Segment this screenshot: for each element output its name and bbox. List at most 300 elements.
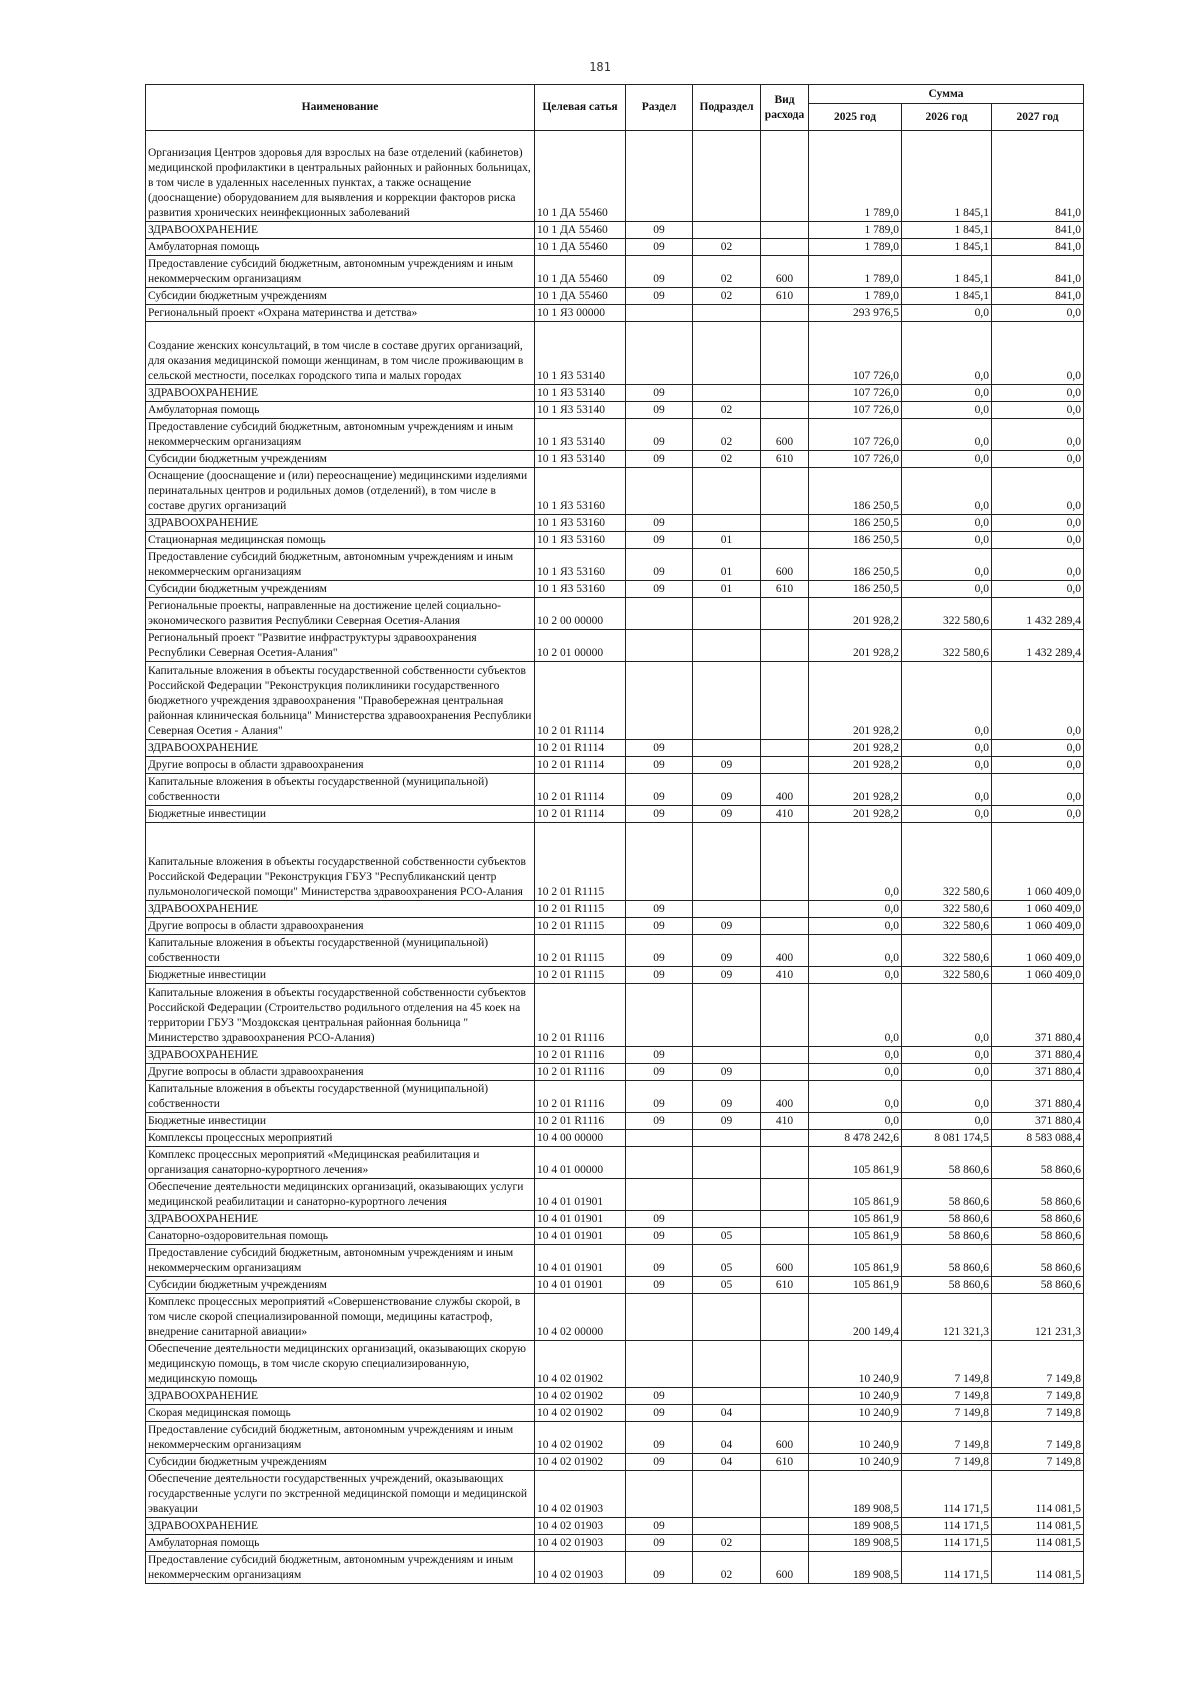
cell-section: 09 — [626, 967, 693, 984]
cell-amount-2026: 1 845,1 — [902, 131, 992, 222]
cell-target-article: 10 1 Я3 53160 — [535, 515, 626, 532]
cell-section — [626, 1179, 693, 1211]
cell-amount-2027: 0,0 — [992, 757, 1084, 774]
cell-amount-2025: 10 240,9 — [809, 1388, 902, 1405]
cell-expense-type: 600 — [761, 1422, 809, 1454]
table-row — [146, 662, 1084, 740]
cell-name: Капитальные вложения в объекты государственной собственности субъектов Российской Федерации "Реконструкция ГБУЗ "Республиканский центр пульмонологической помощи" Министерства здравоохранения РСО-Алания — [146, 823, 535, 901]
cell-target-article: 10 2 01 R1115 — [535, 823, 626, 901]
cell-expense-type: 600 — [761, 256, 809, 288]
cell-amount-2025: 189 908,5 — [809, 1471, 902, 1518]
cell-subsection: 09 — [693, 967, 761, 984]
cell-subsection — [693, 630, 761, 662]
cell-section: 09 — [626, 1277, 693, 1294]
cell-target-article: 10 2 01 R1116 — [535, 984, 626, 1047]
cell-name: Обеспечение деятельности государственных учреждений, оказывающих государственные услуги по экстренной медицинской помощи и медицинской эвакуации — [146, 1471, 535, 1518]
cell-name: ЗДРАВООХРАНЕНИЕ — [146, 385, 535, 402]
cell-name: Санаторно-оздоровительная помощь — [146, 1228, 535, 1245]
cell-subsection: 05 — [693, 1277, 761, 1294]
cell-subsection — [693, 1471, 761, 1518]
table-row — [146, 222, 1084, 239]
cell-name: ЗДРАВООХРАНЕНИЕ — [146, 1518, 535, 1535]
cell-target-article: 10 2 01 R1115 — [535, 901, 626, 918]
cell-amount-2026: 0,0 — [902, 385, 992, 402]
cell-expense-type — [761, 222, 809, 239]
cell-amount-2025: 105 861,9 — [809, 1245, 902, 1277]
cell-expense-type — [761, 1471, 809, 1518]
cell-section: 09 — [626, 1388, 693, 1405]
cell-name: Амбулаторная помощь — [146, 1535, 535, 1552]
cell-name: Предоставление субсидий бюджетным, автономным учреждениям и иным некоммерческим организациям — [146, 1245, 535, 1277]
cell-section: 09 — [626, 549, 693, 581]
cell-target-article: 10 4 02 00000 — [535, 1294, 626, 1341]
table-row — [146, 1294, 1084, 1341]
cell-target-article: 10 2 01 R1114 — [535, 740, 626, 757]
cell-target-article: 10 2 01 R1116 — [535, 1081, 626, 1113]
cell-target-article: 10 4 01 00000 — [535, 1147, 626, 1179]
cell-expense-type — [761, 402, 809, 419]
table-row — [146, 918, 1084, 935]
table-row — [146, 1518, 1084, 1535]
cell-amount-2027: 1 060 409,0 — [992, 823, 1084, 901]
cell-target-article: 10 4 01 01901 — [535, 1211, 626, 1228]
cell-expense-type — [761, 662, 809, 740]
cell-amount-2026: 0,0 — [902, 774, 992, 806]
table-row — [146, 305, 1084, 322]
cell-amount-2027: 841,0 — [992, 239, 1084, 256]
cell-amount-2025: 0,0 — [809, 918, 902, 935]
cell-name: Капитальные вложения в объекты государственной собственности субъектов Российской Федерации "Реконструкция поликлиники государственного бюджетного учреждения здравоохранения "Правобережная центральная районная клиническая больница" Министерства здравоохранения Республики Северная Осетия - Алания" — [146, 662, 535, 740]
header-sum: Сумма — [809, 85, 1084, 104]
cell-amount-2026: 0,0 — [902, 757, 992, 774]
cell-expense-type — [761, 385, 809, 402]
cell-name: Региональные проекты, направленные на достижение целей социально-экономического развития Республики Северная Осетия-Алания — [146, 598, 535, 630]
cell-amount-2025: 10 240,9 — [809, 1454, 902, 1471]
cell-amount-2026: 0,0 — [902, 419, 992, 451]
cell-name: Капитальные вложения в объекты государственной (муниципальной) собственности — [146, 1081, 535, 1113]
cell-amount-2026: 322 580,6 — [902, 918, 992, 935]
cell-section — [626, 823, 693, 901]
table-row — [146, 1130, 1084, 1147]
cell-amount-2025: 10 240,9 — [809, 1405, 902, 1422]
cell-amount-2027: 0,0 — [992, 515, 1084, 532]
cell-amount-2025: 105 861,9 — [809, 1277, 902, 1294]
cell-section: 09 — [626, 532, 693, 549]
table-row — [146, 1422, 1084, 1454]
cell-target-article: 10 2 01 R1115 — [535, 918, 626, 935]
cell-name: ЗДРАВООХРАНЕНИЕ — [146, 1388, 535, 1405]
cell-section — [626, 468, 693, 515]
cell-name: Бюджетные инвестиции — [146, 806, 535, 823]
cell-amount-2027: 114 081,5 — [992, 1471, 1084, 1518]
cell-name: Обеспечение деятельности медицинских организаций, оказывающих услуги медицинской реабилитации и санаторно-курортного лечения — [146, 1179, 535, 1211]
cell-subsection: 05 — [693, 1245, 761, 1277]
cell-amount-2027: 1 060 409,0 — [992, 935, 1084, 967]
cell-expense-type — [761, 984, 809, 1047]
cell-expense-type — [761, 1147, 809, 1179]
cell-expense-type — [761, 598, 809, 630]
table-row — [146, 468, 1084, 515]
cell-name: Бюджетные инвестиции — [146, 1113, 535, 1130]
cell-amount-2026: 0,0 — [902, 532, 992, 549]
table-row — [146, 581, 1084, 598]
cell-amount-2025: 107 726,0 — [809, 322, 902, 385]
cell-name: Другие вопросы в области здравоохранения — [146, 757, 535, 774]
cell-target-article: 10 2 00 00000 — [535, 598, 626, 630]
cell-amount-2025: 107 726,0 — [809, 402, 902, 419]
cell-amount-2027: 114 081,5 — [992, 1552, 1084, 1584]
cell-target-article: 10 2 01 R1116 — [535, 1064, 626, 1081]
cell-amount-2025: 105 861,9 — [809, 1179, 902, 1211]
cell-name: ЗДРАВООХРАНЕНИЕ — [146, 740, 535, 757]
cell-expense-type — [761, 630, 809, 662]
cell-expense-type — [761, 757, 809, 774]
cell-amount-2026: 58 860,6 — [902, 1245, 992, 1277]
cell-amount-2026: 0,0 — [902, 1113, 992, 1130]
table-row — [146, 806, 1084, 823]
cell-expense-type — [761, 1130, 809, 1147]
cell-subsection — [693, 1130, 761, 1147]
cell-subsection: 09 — [693, 806, 761, 823]
cell-target-article: 10 4 01 01901 — [535, 1179, 626, 1211]
cell-expense-type: 400 — [761, 935, 809, 967]
cell-target-article: 10 4 02 01903 — [535, 1552, 626, 1584]
cell-target-article: 10 4 02 01902 — [535, 1341, 626, 1388]
cell-amount-2025: 10 240,9 — [809, 1422, 902, 1454]
cell-expense-type — [761, 1228, 809, 1245]
cell-amount-2027: 371 880,4 — [992, 984, 1084, 1047]
cell-target-article: 10 1 Я3 53160 — [535, 581, 626, 598]
cell-expense-type — [761, 1341, 809, 1388]
cell-amount-2027: 1 432 289,4 — [992, 630, 1084, 662]
cell-expense-type: 410 — [761, 806, 809, 823]
table-row — [146, 774, 1084, 806]
cell-amount-2026: 0,0 — [902, 451, 992, 468]
cell-amount-2027: 0,0 — [992, 774, 1084, 806]
cell-section: 09 — [626, 918, 693, 935]
cell-target-article: 10 4 02 01902 — [535, 1405, 626, 1422]
cell-name: Обеспечение деятельности медицинских организаций, оказывающих скорую медицинскую помощь, в том числе скорую специализированную, медицинскую помощь — [146, 1341, 535, 1388]
table-row — [146, 1552, 1084, 1584]
cell-expense-type: 600 — [761, 1552, 809, 1584]
cell-subsection: 09 — [693, 935, 761, 967]
cell-amount-2027: 0,0 — [992, 451, 1084, 468]
cell-name: Субсидии бюджетным учреждениям — [146, 1277, 535, 1294]
table-row — [146, 598, 1084, 630]
cell-section — [626, 1471, 693, 1518]
cell-target-article: 10 4 02 01903 — [535, 1535, 626, 1552]
cell-amount-2027: 121 231,3 — [992, 1294, 1084, 1341]
cell-section: 09 — [626, 1405, 693, 1422]
cell-amount-2025: 107 726,0 — [809, 451, 902, 468]
cell-section: 09 — [626, 1245, 693, 1277]
cell-subsection — [693, 1211, 761, 1228]
cell-subsection — [693, 1179, 761, 1211]
cell-target-article: 10 4 00 00000 — [535, 1130, 626, 1147]
cell-name: ЗДРАВООХРАНЕНИЕ — [146, 1047, 535, 1064]
header-year-2026: 2026 год — [902, 104, 992, 131]
table-row — [146, 984, 1084, 1047]
cell-target-article: 10 2 01 R1114 — [535, 774, 626, 806]
cell-section: 09 — [626, 1081, 693, 1113]
cell-subsection: 09 — [693, 774, 761, 806]
cell-subsection: 09 — [693, 918, 761, 935]
cell-amount-2025: 0,0 — [809, 901, 902, 918]
cell-subsection — [693, 131, 761, 222]
cell-amount-2025: 107 726,0 — [809, 385, 902, 402]
cell-expense-type — [761, 1518, 809, 1535]
cell-expense-type — [761, 515, 809, 532]
cell-amount-2025: 1 789,0 — [809, 131, 902, 222]
cell-expense-type — [761, 823, 809, 901]
cell-amount-2026: 1 845,1 — [902, 222, 992, 239]
cell-amount-2025: 189 908,5 — [809, 1552, 902, 1584]
cell-expense-type — [761, 322, 809, 385]
cell-expense-type — [761, 1047, 809, 1064]
cell-subsection — [693, 1147, 761, 1179]
cell-section: 09 — [626, 740, 693, 757]
cell-target-article: 10 4 02 01903 — [535, 1471, 626, 1518]
cell-amount-2026: 114 171,5 — [902, 1535, 992, 1552]
cell-amount-2025: 0,0 — [809, 1113, 902, 1130]
cell-section: 09 — [626, 402, 693, 419]
header-section: Раздел — [626, 85, 693, 131]
table-row — [146, 419, 1084, 451]
cell-amount-2027: 58 860,6 — [992, 1147, 1084, 1179]
cell-expense-type: 610 — [761, 1277, 809, 1294]
cell-expense-type — [761, 1294, 809, 1341]
cell-target-article: 10 4 01 01901 — [535, 1277, 626, 1294]
cell-section — [626, 630, 693, 662]
cell-amount-2026: 114 171,5 — [902, 1518, 992, 1535]
cell-amount-2025: 201 928,2 — [809, 740, 902, 757]
cell-amount-2025: 1 789,0 — [809, 256, 902, 288]
cell-amount-2027: 58 860,6 — [992, 1228, 1084, 1245]
cell-section — [626, 1147, 693, 1179]
cell-section: 09 — [626, 239, 693, 256]
cell-amount-2026: 322 580,6 — [902, 823, 992, 901]
cell-name: Стационарная медицинская помощь — [146, 532, 535, 549]
cell-expense-type: 610 — [761, 451, 809, 468]
cell-amount-2026: 322 580,6 — [902, 967, 992, 984]
cell-name: Субсидии бюджетным учреждениям — [146, 1454, 535, 1471]
cell-subsection: 09 — [693, 757, 761, 774]
cell-amount-2027: 1 060 409,0 — [992, 918, 1084, 935]
cell-name: Капитальные вложения в объекты государственной (муниципальной) собственности — [146, 774, 535, 806]
cell-section: 09 — [626, 774, 693, 806]
cell-name: Другие вопросы в области здравоохранения — [146, 918, 535, 935]
cell-amount-2026: 58 860,6 — [902, 1147, 992, 1179]
cell-amount-2026: 121 321,3 — [902, 1294, 992, 1341]
cell-section: 09 — [626, 757, 693, 774]
cell-section: 09 — [626, 256, 693, 288]
cell-target-article: 10 1 Я3 53140 — [535, 402, 626, 419]
cell-section: 09 — [626, 451, 693, 468]
cell-expense-type — [761, 740, 809, 757]
cell-section: 09 — [626, 515, 693, 532]
table-row — [146, 630, 1084, 662]
page-number: 181 — [589, 60, 611, 74]
cell-amount-2027: 7 149,8 — [992, 1388, 1084, 1405]
cell-expense-type: 410 — [761, 1113, 809, 1130]
cell-name: Комплекс процессных мероприятий «Медицинская реабилитация и организация санаторно-курортного лечения» — [146, 1147, 535, 1179]
cell-target-article: 10 1 ДА 55460 — [535, 288, 626, 305]
cell-subsection: 01 — [693, 532, 761, 549]
cell-section: 09 — [626, 222, 693, 239]
cell-amount-2025: 105 861,9 — [809, 1211, 902, 1228]
cell-subsection — [693, 468, 761, 515]
cell-amount-2025: 1 789,0 — [809, 239, 902, 256]
cell-name: ЗДРАВООХРАНЕНИЕ — [146, 1211, 535, 1228]
cell-expense-type: 610 — [761, 288, 809, 305]
cell-amount-2025: 201 928,2 — [809, 774, 902, 806]
cell-expense-type — [761, 305, 809, 322]
cell-amount-2027: 0,0 — [992, 468, 1084, 515]
cell-name: Предоставление субсидий бюджетным, автономным учреждениям и иным некоммерческим организациям — [146, 1552, 535, 1584]
cell-expense-type: 400 — [761, 774, 809, 806]
cell-amount-2027: 0,0 — [992, 581, 1084, 598]
cell-amount-2026: 58 860,6 — [902, 1277, 992, 1294]
cell-subsection: 04 — [693, 1422, 761, 1454]
cell-amount-2025: 0,0 — [809, 1064, 902, 1081]
cell-amount-2026: 322 580,6 — [902, 901, 992, 918]
cell-amount-2025: 1 789,0 — [809, 288, 902, 305]
cell-subsection — [693, 1294, 761, 1341]
cell-amount-2027: 58 860,6 — [992, 1179, 1084, 1211]
cell-name: Субсидии бюджетным учреждениям — [146, 581, 535, 598]
header-year-2027: 2027 год — [992, 104, 1084, 131]
cell-subsection — [693, 901, 761, 918]
header-expense-type: Вид расхода — [761, 85, 809, 131]
cell-amount-2027: 0,0 — [992, 385, 1084, 402]
cell-amount-2026: 0,0 — [902, 581, 992, 598]
cell-amount-2026: 1 845,1 — [902, 288, 992, 305]
cell-target-article: 10 1 Я3 53160 — [535, 468, 626, 515]
cell-section — [626, 1341, 693, 1388]
cell-amount-2026: 7 149,8 — [902, 1341, 992, 1388]
budget-table — [145, 84, 1084, 1584]
cell-subsection: 09 — [693, 1064, 761, 1081]
cell-amount-2026: 0,0 — [902, 1081, 992, 1113]
table-row — [146, 1081, 1084, 1113]
cell-target-article: 10 2 01 R1115 — [535, 935, 626, 967]
cell-amount-2025: 0,0 — [809, 935, 902, 967]
cell-amount-2027: 0,0 — [992, 740, 1084, 757]
table-row — [146, 1228, 1084, 1245]
cell-target-article: 10 1 Я3 53160 — [535, 549, 626, 581]
table-row — [146, 935, 1084, 967]
cell-expense-type: 600 — [761, 549, 809, 581]
cell-amount-2025: 186 250,5 — [809, 515, 902, 532]
table-body — [146, 131, 1084, 1584]
cell-subsection: 02 — [693, 239, 761, 256]
table-row — [146, 1179, 1084, 1211]
cell-amount-2027: 114 081,5 — [992, 1518, 1084, 1535]
cell-expense-type: 600 — [761, 1245, 809, 1277]
cell-target-article: 10 4 02 01902 — [535, 1388, 626, 1405]
cell-amount-2027: 841,0 — [992, 131, 1084, 222]
table-row — [146, 967, 1084, 984]
cell-subsection: 02 — [693, 288, 761, 305]
table-row — [146, 239, 1084, 256]
cell-target-article: 10 1 Я3 53140 — [535, 451, 626, 468]
cell-amount-2026: 7 149,8 — [902, 1422, 992, 1454]
cell-amount-2026: 58 860,6 — [902, 1179, 992, 1211]
cell-amount-2027: 8 583 088,4 — [992, 1130, 1084, 1147]
cell-amount-2026: 0,0 — [902, 322, 992, 385]
cell-amount-2027: 0,0 — [992, 806, 1084, 823]
cell-subsection — [693, 1518, 761, 1535]
cell-amount-2027: 7 149,8 — [992, 1422, 1084, 1454]
cell-section: 09 — [626, 901, 693, 918]
cell-amount-2025: 0,0 — [809, 967, 902, 984]
cell-target-article: 10 1 Я3 00000 — [535, 305, 626, 322]
table-row — [146, 1047, 1084, 1064]
table-row — [146, 532, 1084, 549]
cell-amount-2027: 7 149,8 — [992, 1405, 1084, 1422]
cell-section: 09 — [626, 935, 693, 967]
cell-amount-2026: 114 171,5 — [902, 1471, 992, 1518]
cell-section: 09 — [626, 1552, 693, 1584]
cell-amount-2026: 0,0 — [902, 305, 992, 322]
cell-expense-type — [761, 468, 809, 515]
cell-section — [626, 322, 693, 385]
cell-name: Субсидии бюджетным учреждениям — [146, 288, 535, 305]
table-row — [146, 1454, 1084, 1471]
table-row — [146, 1341, 1084, 1388]
cell-expense-type: 610 — [761, 1454, 809, 1471]
cell-amount-2026: 0,0 — [902, 515, 992, 532]
cell-name: Региональный проект "Развитие инфраструктуры здравоохранения Республики Северная Осетия-Алания" — [146, 630, 535, 662]
cell-target-article: 10 1 Я3 53140 — [535, 385, 626, 402]
cell-section — [626, 984, 693, 1047]
cell-section — [626, 305, 693, 322]
cell-subsection: 05 — [693, 1228, 761, 1245]
cell-section — [626, 1130, 693, 1147]
cell-target-article: 10 2 01 R1114 — [535, 662, 626, 740]
cell-name: ЗДРАВООХРАНЕНИЕ — [146, 222, 535, 239]
cell-expense-type: 600 — [761, 419, 809, 451]
cell-amount-2027: 841,0 — [992, 222, 1084, 239]
cell-amount-2027: 0,0 — [992, 419, 1084, 451]
cell-subsection: 02 — [693, 1552, 761, 1584]
cell-amount-2026: 0,0 — [902, 984, 992, 1047]
cell-subsection — [693, 1388, 761, 1405]
cell-amount-2027: 841,0 — [992, 288, 1084, 305]
cell-expense-type: 610 — [761, 581, 809, 598]
cell-expense-type — [761, 901, 809, 918]
cell-target-article: 10 4 02 01902 — [535, 1454, 626, 1471]
cell-section — [626, 662, 693, 740]
cell-name: Комплексы процессных мероприятий — [146, 1130, 535, 1147]
cell-amount-2025: 105 861,9 — [809, 1147, 902, 1179]
cell-target-article: 10 1 ДА 55460 — [535, 256, 626, 288]
cell-subsection — [693, 662, 761, 740]
cell-subsection: 02 — [693, 419, 761, 451]
cell-amount-2027: 371 880,4 — [992, 1081, 1084, 1113]
table-row — [146, 823, 1084, 901]
cell-expense-type — [761, 1405, 809, 1422]
cell-subsection: 04 — [693, 1405, 761, 1422]
cell-amount-2026: 7 149,8 — [902, 1454, 992, 1471]
cell-subsection — [693, 1341, 761, 1388]
cell-name: Капитальные вложения в объекты государственной (муниципальной) собственности — [146, 935, 535, 967]
cell-amount-2025: 201 928,2 — [809, 662, 902, 740]
cell-section: 09 — [626, 1535, 693, 1552]
cell-expense-type — [761, 239, 809, 256]
cell-section: 09 — [626, 1211, 693, 1228]
cell-amount-2025: 0,0 — [809, 984, 902, 1047]
